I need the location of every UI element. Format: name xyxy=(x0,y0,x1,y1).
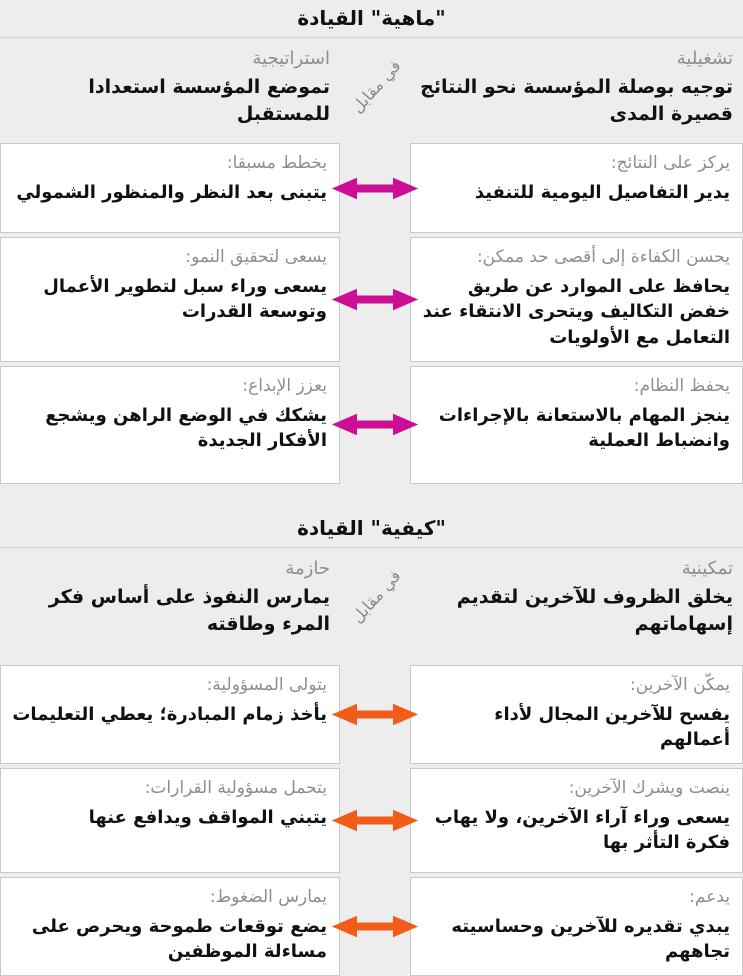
section-title: "ماهية" القيادة xyxy=(0,0,743,38)
arrow-cell xyxy=(340,237,410,362)
header-enabling xyxy=(410,557,743,638)
box-label: يحسن الكفاءة إلى أقصى حد ممكن: xyxy=(476,247,730,267)
section-title: "كيفية" القيادة xyxy=(0,510,743,548)
comparison-row xyxy=(0,143,743,233)
box-label: يمكّن الآخرين: xyxy=(630,674,730,695)
right-box xyxy=(410,366,743,484)
header-operational xyxy=(410,47,743,128)
left-box xyxy=(0,143,340,233)
header-text: تموضع المؤسسة استعدادا للمستقبل xyxy=(88,76,330,126)
left-box xyxy=(0,768,340,873)
comparison-row xyxy=(0,877,743,976)
header-label: تشغيلية xyxy=(676,48,733,69)
box-text: يدير التفاصيل اليومية للتنفيذ xyxy=(474,181,730,203)
arrow-cell xyxy=(340,768,410,873)
right-box xyxy=(410,237,743,362)
box-text: يشكك في الوضع الراهن ويشجع الأفكار الجديدة xyxy=(45,404,327,452)
comparison-row xyxy=(0,237,743,362)
header-assertive xyxy=(0,557,340,638)
left-box xyxy=(0,237,340,362)
box-label: يدعم: xyxy=(689,886,730,907)
comparison-row xyxy=(0,366,743,484)
header-text: توجيه بوصلة المؤسسة نحو النتائج قصيرة المدى xyxy=(420,76,733,126)
right-box xyxy=(410,143,743,233)
left-box xyxy=(0,366,340,484)
left-box xyxy=(0,665,340,764)
header-text: يخلق الظروف للآخرين لتقديم إسهاماتهم xyxy=(456,585,733,635)
arrow-cell xyxy=(340,665,410,764)
box-text: يفسح للآخرين المجال لأداء أعمالهم xyxy=(494,703,730,751)
box-label: يسعى لتحقيق النمو: xyxy=(185,247,327,267)
box-text: يتبني المواقف ويدافع عنها xyxy=(88,806,327,828)
box-text: ينجز المهام بالاستعانة بالإجراءات وانضباط العملية xyxy=(438,404,730,452)
versus-label: في مقابل xyxy=(347,565,405,627)
header-strategic xyxy=(0,47,340,128)
double-arrow-icon xyxy=(330,286,420,313)
double-arrow-icon xyxy=(330,913,420,940)
double-arrow-icon xyxy=(330,701,420,728)
arrow-cell xyxy=(340,366,410,484)
box-text: يتبنى بعد النظر والمنظور الشمولي xyxy=(16,181,327,203)
header-label: استراتيجية xyxy=(252,48,330,69)
header-text: يمارس النفوذ على أساس فكر المرء وطاقته xyxy=(48,585,330,635)
right-box xyxy=(410,665,743,764)
header-label: حازمة xyxy=(285,557,330,579)
arrow-cell xyxy=(340,143,410,233)
box-text: يضع توقعات طموحة ويحرص على مساءلة الموظفين xyxy=(31,915,327,963)
box-label: يمارس الضغوط: xyxy=(209,886,327,907)
header-label: تمكينية xyxy=(681,557,733,579)
box-text: يسعى وراء آراء الآخرين، ولا يهاب فكرة التأثر بها xyxy=(434,806,730,854)
section-header-row xyxy=(0,548,743,661)
comparison-row xyxy=(0,768,743,873)
section-how-of-leadership xyxy=(0,510,743,976)
box-label: يحفظ النظام: xyxy=(633,375,730,396)
double-arrow-icon xyxy=(330,175,420,202)
box-text: يسعى وراء سبل لتطوير الأعمال وتوسعة القدرات xyxy=(43,275,327,323)
box-label: يتحمل مسؤولية القرارات: xyxy=(144,777,327,798)
double-arrow-icon xyxy=(330,411,420,438)
double-arrow-icon xyxy=(330,807,420,834)
box-label: ينصت ويشرك الآخرين: xyxy=(568,777,730,798)
box-text: يحافظ على الموارد عن طريق خفض التكاليف ويتحرى الانتقاء عند التعامل مع الأولويات xyxy=(422,275,730,349)
left-box xyxy=(0,877,340,976)
box-label: يتولى المسؤولية: xyxy=(206,674,327,695)
arrow-cell xyxy=(340,877,410,976)
box-text: يأخذ زمام المبادرة؛ يعطي التعليمات xyxy=(12,703,327,725)
versus-label: في مقابل xyxy=(347,56,405,117)
box-text: يبدي تقديره للآخرين وحساسيته تجاههم xyxy=(451,915,730,963)
comparison-row xyxy=(0,665,743,764)
box-label: يعزز الإبداع: xyxy=(242,375,327,396)
right-box xyxy=(410,768,743,873)
section-header-row xyxy=(0,38,743,139)
box-label: يخطط مسبقا: xyxy=(226,153,327,173)
box-label: يركز على النتائج: xyxy=(610,153,730,173)
section-what-of-leadership xyxy=(0,0,743,484)
right-box xyxy=(410,877,743,976)
